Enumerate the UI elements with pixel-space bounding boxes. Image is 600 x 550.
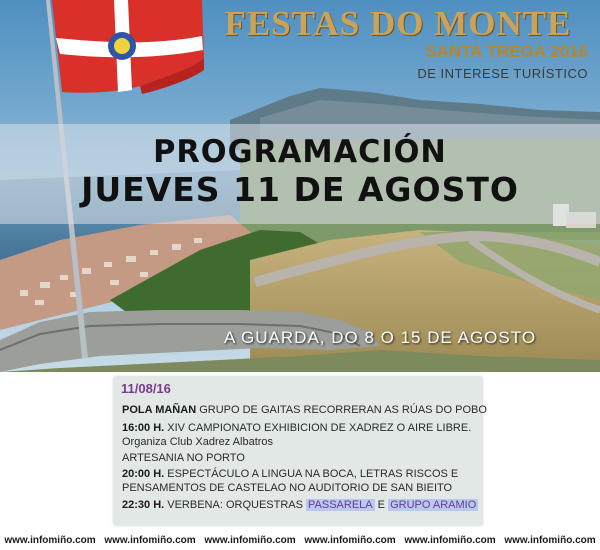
schedule-line (122, 404, 487, 416)
schedule-text: E (374, 499, 389, 511)
schedule-text: XIV CAMPIONATO EXHIBICION DE XADREZ O AIRE LIBRE. (164, 422, 472, 434)
location-caption: A GUARDA, DO 8 O 15 DE AGOSTO (223, 328, 537, 347)
footer-link[interactable]: www.infomiño.com (204, 534, 296, 546)
schedule-line (122, 468, 458, 480)
schedule-time: 16:00 H. (122, 422, 165, 434)
schedule-time: 22:30 H. (122, 499, 165, 511)
schedule-line (122, 499, 478, 511)
footer-link[interactable]: www.infomiño.com (504, 534, 596, 546)
schedule-text: ARTESANIA NO PORTO (122, 452, 245, 464)
footer-link[interactable]: www.infomiño.com (304, 534, 396, 546)
schedule-line (122, 436, 273, 448)
schedule-text: PENSAMENTOS DE CASTELAO NO AUDITORIO DE SAN BIEITO (122, 482, 453, 494)
schedule-text: Organiza Club Xadrez Albatros (122, 436, 274, 448)
schedule-text: GRUPO DE GAITAS RECORRERAN AS RÚAS DO POBO (196, 404, 487, 416)
schedule-date: 11/08/16 (121, 381, 171, 396)
schedule-line (122, 452, 245, 464)
poster-title: FESTAS DO MONTE (224, 4, 572, 43)
schedule-line (122, 422, 471, 434)
schedule-time: 20:00 H. (122, 468, 165, 480)
band-date: JUEVES 11 DE AGOSTO (81, 170, 519, 209)
footer-link[interactable]: www.infomiño.com (4, 534, 96, 546)
schedule-text: ESPECTÁCULO A LINGUA NA BOCA, LETRAS RISCOS E (164, 468, 459, 480)
schedule-time: POLA MAÑAN (122, 404, 197, 416)
poster-tagline: DE INTERESE TURÍSTICO (417, 66, 588, 81)
poster-subtitle: SANTA TREGA 2016 (425, 42, 588, 61)
footer-link[interactable]: www.infomiño.com (404, 534, 496, 546)
orchestra-highlight: PASSARELA (308, 499, 373, 511)
footer-link[interactable]: www.infomiño.com (104, 534, 196, 546)
orchestra-highlight: GRUPO ARAMIO (390, 499, 477, 511)
band-heading: PROGRAMACIÓN (153, 134, 447, 170)
footer-watermarks (0, 530, 600, 550)
schedule-line (122, 482, 452, 494)
schedule-text: VERBENA: ORQUESTRAS (164, 499, 307, 511)
